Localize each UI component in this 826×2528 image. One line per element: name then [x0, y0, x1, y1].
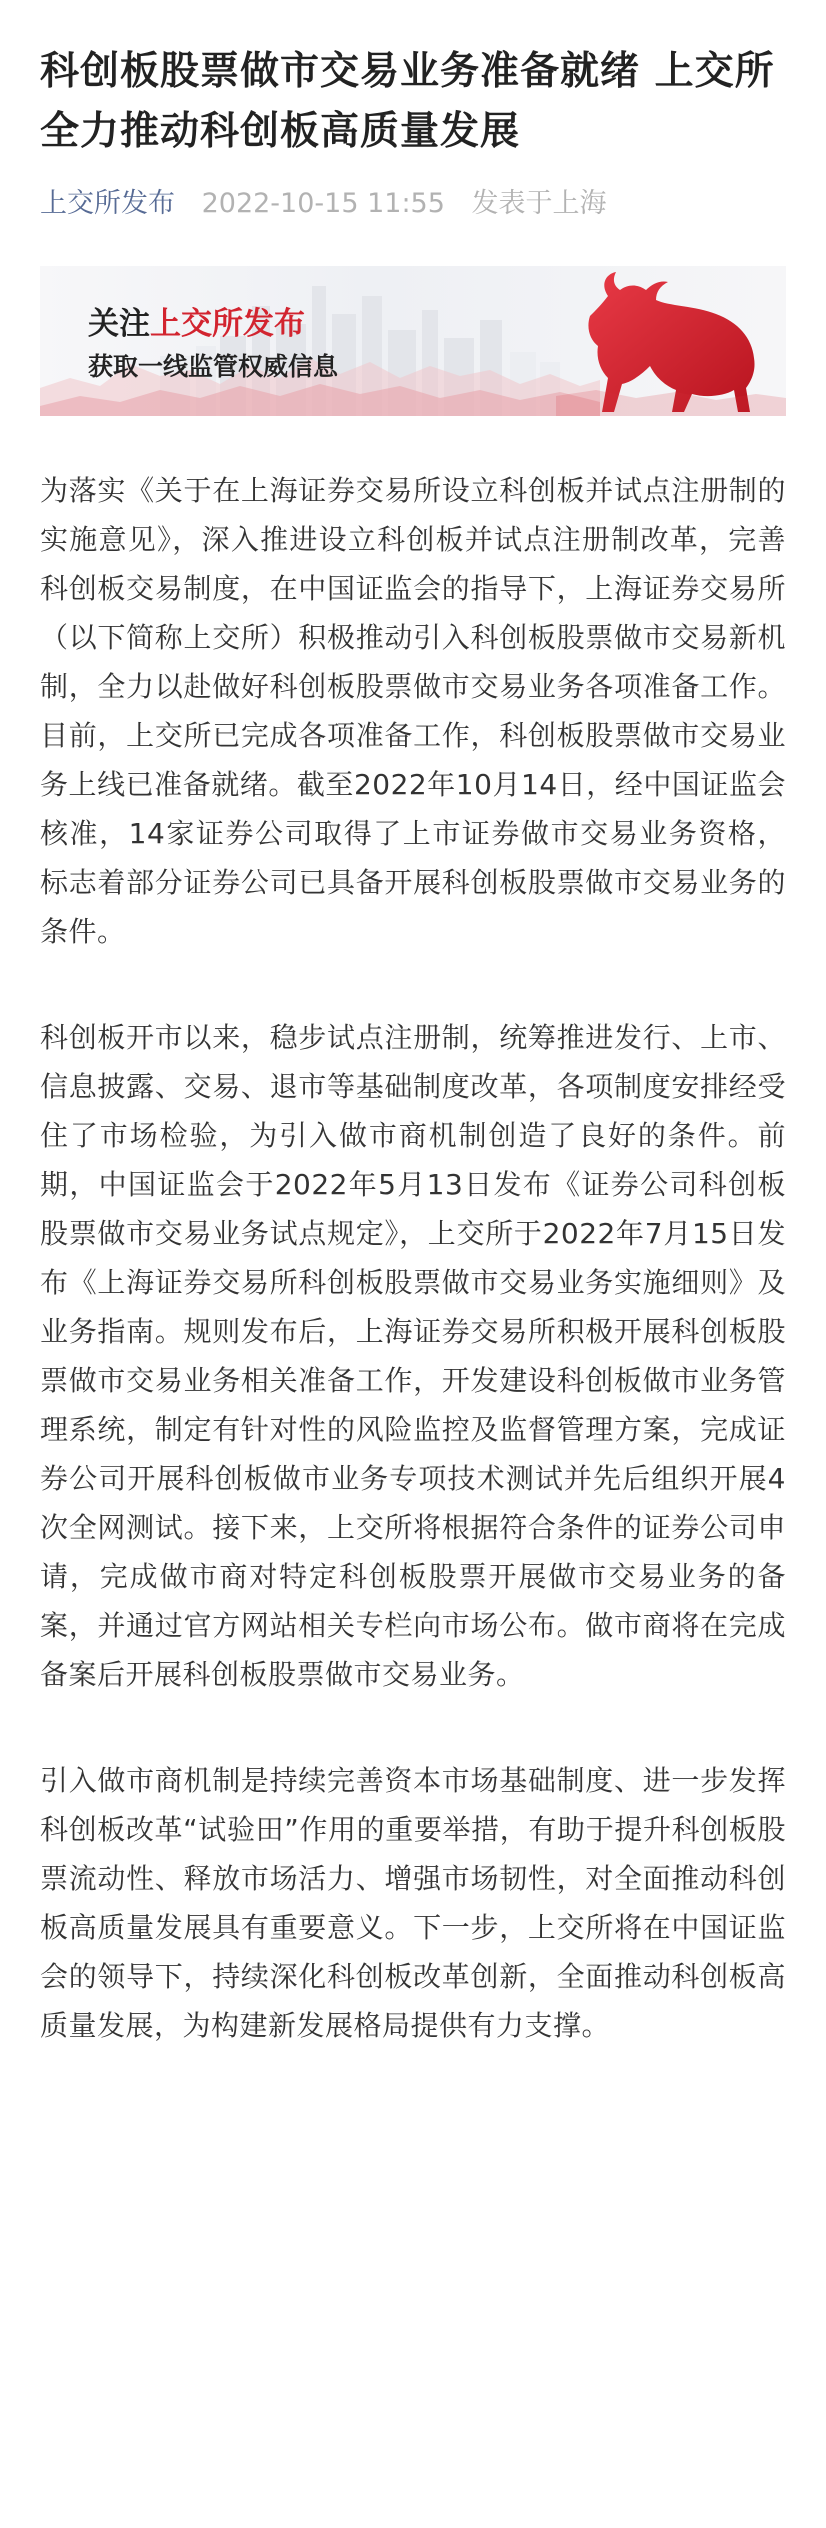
- article-body: [40, 466, 786, 2050]
- article-paragraph-3: 引入做市商机制是持续完善资本市场基础制度、进一步发挥科创板改革“试验田”作用的重要举措，有助于提升科创板股票流动性、释放市场活力、增强市场韧性，对全面推动科创板高质量发展具有重要意义。下一步，上交所将在中国证监会的领导下，持续深化科创板改革创新，全面推动科创板高质量发展，为构建新发展格局提供有力支撑。: [40, 1764, 786, 2042]
- article-paragraph-1: 为落实《关于在上海证券交易所设立科创板并试点注册制的实施意见》，深入推进设立科创板并试点注册制改革，完善科创板交易制度，在中国证监会的指导下，上海证券交易所（以下简称上交所）积极推动引入科创板股票做市交易新机制，全力以赴做好科创板股票做市交易业务各项准备工作。目前，上交所已完成各项准备工作，科创板股票做市交易业务上线已准备就绪。截至2022年10月14日，经中国证监会核准，14家证券公司取得了上市证券做市交易业务资格，标志着部分证券公司已具备开展科创板股票做市交易业务的条件。: [40, 474, 786, 948]
- bull-icon: [556, 266, 786, 416]
- banner-account-highlight: 上交所发布: [150, 306, 305, 342]
- banner-follow-prefix: 关注: [88, 306, 150, 342]
- follow-banner: [40, 266, 786, 416]
- publish-location: 发表于上海: [471, 188, 607, 219]
- banner-subtitle: 获取一线监管权威信息: [88, 352, 339, 381]
- account-name-link[interactable]: 上交所发布: [40, 188, 175, 219]
- publish-date: 2022-10-15 11:55: [201, 188, 445, 219]
- article-title: 科创板股票做市交易业务准备就绪 上交所全力推动科创板高质量发展: [40, 49, 775, 154]
- article-meta: [40, 184, 786, 224]
- article-paragraph-2: 科创板开市以来，稳步试点注册制，统筹推进发行、上市、信息披露、交易、退市等基础制度改革，各项制度安排经受住了市场检验，为引入做市商机制创造了良好的条件。前期，中国证监会于2022年5月13日发布《证券公司科创板股票做市交易业务试点规定》，上交所于2022年7月15日发布《上海证券交易所科创板股票做市交易业务实施细则》及业务指南。规则发布后，上海证券交易所积极开展科创板股票做市交易业务相关准备工作，开发建设科创板做市业务管理系统，制定有针对性的风险监控及监督管理方案，完成证券公司开展科创板做市业务专项技术测试并先后组织开展4次全网测试。接下来，上交所将根据符合条件的证券公司申请，完成做市商对特定科创板股票开展做市交易业务的备案，并通过官方网站相关专栏向市场公布。做市商将在完成备案后开展科创板股票做市交易业务。: [40, 1021, 786, 1691]
- banner-follow-text: [88, 304, 305, 344]
